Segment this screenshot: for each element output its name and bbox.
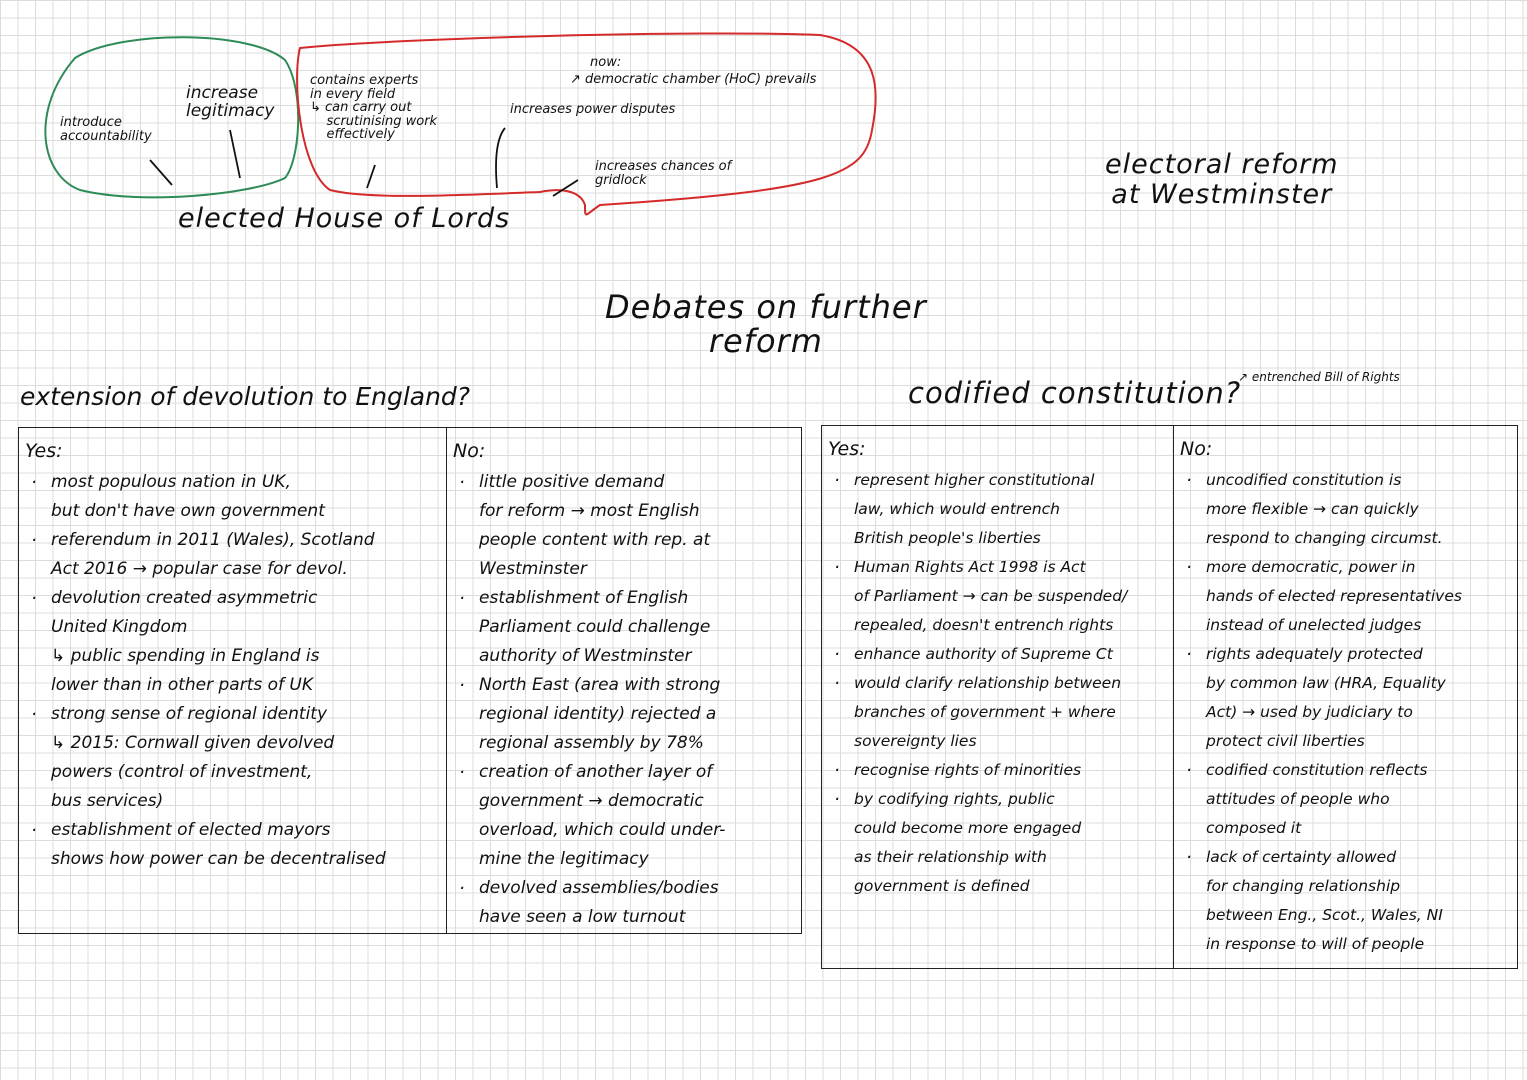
constitution-yes-list bbox=[828, 466, 1167, 901]
list-item: · establishment of elected mayors shows how power can be decentralised bbox=[25, 816, 440, 874]
list-item: · most populous nation in UK, but don't have own government bbox=[25, 468, 440, 526]
note-legitimacy: increase legitimacy bbox=[186, 83, 275, 121]
list-item: · establishment of English Parliament could challenge authority of Westminster bbox=[453, 584, 795, 671]
constitution-aside: ↗ entrenched Bill of Rights bbox=[1238, 370, 1400, 384]
devolution-table bbox=[18, 427, 802, 934]
connector-disputes bbox=[496, 128, 505, 188]
constitution-yes-column bbox=[822, 426, 1173, 968]
list-item: · by codifying rights, public could become more engaged as their relationship with government is defined bbox=[828, 785, 1167, 901]
devolution-no-label: No: bbox=[453, 440, 486, 462]
constitution-no-column bbox=[1173, 426, 1517, 968]
constitution-yes-label: Yes: bbox=[828, 438, 866, 460]
connector-accountability bbox=[150, 160, 172, 185]
note-disputes: increases power disputes bbox=[510, 102, 676, 117]
list-item: · uncodified constitution is more flexible → can quickly respond to changing circumst. bbox=[1180, 466, 1511, 553]
note-chamber: ↗ democratic chamber (HoC) prevails bbox=[570, 72, 817, 87]
note-experts: contains experts in every field ↳ can carry out scrutinising work effectively bbox=[310, 73, 438, 142]
note-gridlock: increases chances of gridlock bbox=[595, 159, 732, 188]
list-item: · enhance authority of Supreme Ct bbox=[828, 640, 1167, 669]
constitution-table bbox=[821, 425, 1518, 969]
connector-experts bbox=[367, 165, 375, 188]
list-item: · devolution created asymmetric United Kingdom ↳ public spending in England is lower than in other parts of UK bbox=[25, 584, 440, 700]
connector-legitimacy bbox=[230, 130, 240, 178]
note-accountability: introduce accountability bbox=[60, 115, 152, 144]
devolution-yes-list bbox=[25, 468, 440, 874]
list-item: · rights adequately protected by common law (HRA, Equality Act) → used by judiciary to protect civil liberties bbox=[1180, 640, 1511, 756]
devolution-heading: extension of devolution to England? bbox=[20, 382, 471, 411]
mindmap-center: elected House of Lords bbox=[178, 203, 511, 234]
devolution-yes-column bbox=[19, 428, 446, 933]
constitution-no-list bbox=[1180, 466, 1511, 959]
list-item: · Human Rights Act 1998 is Act of Parliament → can be suspended/ repealed, doesn't entrench rights bbox=[828, 553, 1167, 640]
list-item: · little positive demand for reform → most English people content with rep. at Westminster bbox=[453, 468, 795, 584]
list-item: · recognise rights of minorities bbox=[828, 756, 1167, 785]
list-item: · would clarify relationship between branches of government + where sovereignty lies bbox=[828, 669, 1167, 756]
devolution-no-column bbox=[446, 428, 801, 933]
list-item: · more democratic, power in hands of elected representatives instead of unelected judges bbox=[1180, 553, 1511, 640]
list-item: · North East (area with strong regional identity) rejected a regional assembly by 78% bbox=[453, 671, 795, 758]
list-item: · strong sense of regional identity ↳ 2015: Cornwall given devolved powers (control of investment, bus services) bbox=[25, 700, 440, 816]
list-item: · lack of certainty allowed for changing relationship between Eng., Scot., Wales, NI in response to will of people bbox=[1180, 843, 1511, 959]
list-item: · devolved assemblies/bodies have seen a low turnout bbox=[453, 874, 795, 932]
electoral-reform: electoral reform at Westminster bbox=[1105, 149, 1339, 210]
list-item: · codified constitution reflects attitudes of people who composed it bbox=[1180, 756, 1511, 843]
devolution-yes-label: Yes: bbox=[25, 440, 63, 462]
constitution-heading: codified constitution? bbox=[908, 376, 1242, 410]
note-now: now: bbox=[590, 55, 622, 70]
list-item: · creation of another layer of government → democratic overload, which could under- mine the legitimacy bbox=[453, 758, 795, 874]
list-item: · referendum in 2011 (Wales), Scotland Act 2016 → popular case for devol. bbox=[25, 526, 440, 584]
main-title: Debates on further reform bbox=[605, 288, 927, 360]
devolution-no-list bbox=[453, 468, 795, 932]
list-item: · represent higher constitutional law, which would entrench British people's liberties bbox=[828, 466, 1167, 553]
constitution-no-label: No: bbox=[1180, 438, 1213, 460]
